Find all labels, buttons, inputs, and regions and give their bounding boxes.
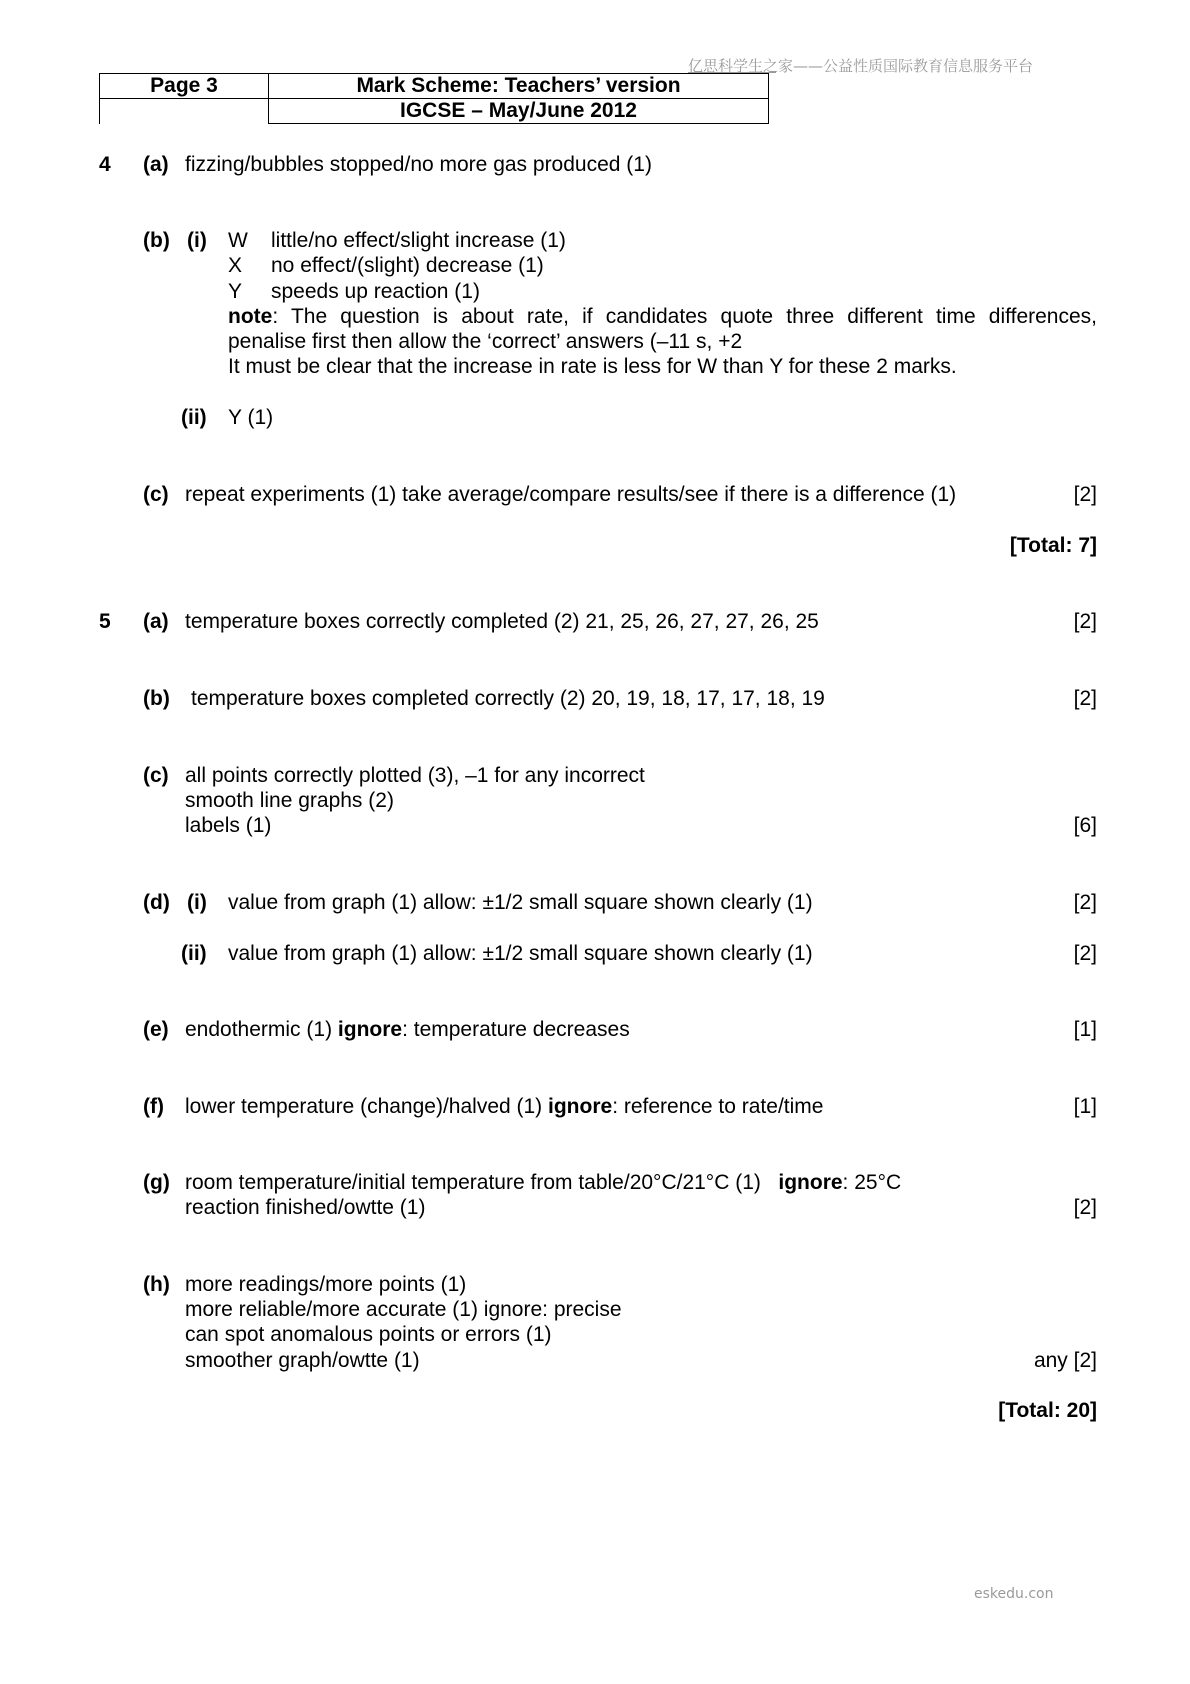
row-text: little/no effect/slight increase (1): [271, 229, 566, 252]
part-label: (b): [143, 229, 170, 252]
header-subtitle: IGCSE – May/June 2012: [269, 99, 769, 124]
part-label: (g): [143, 1171, 170, 1194]
answer-text: repeat experiments (1) take average/compare results/see if there is a difference (1): [185, 483, 957, 506]
ignore-keyword: ignore: [548, 1095, 613, 1118]
answer-text: temperature boxes completed correctly (2) 20, 19, 18, 17, 17, 18, 19: [191, 687, 825, 710]
mark: [1]: [1073, 1018, 1097, 1041]
mark: any [2]: [1033, 1349, 1097, 1372]
header-table: [99, 73, 769, 124]
answer-text-post: : temperature decreases: [402, 1018, 630, 1041]
mark: [2]: [1073, 891, 1097, 914]
answer-text: value from graph (1) allow: ±1/2 small square shown clearly (1): [228, 891, 813, 914]
answer-text: all points correctly plotted (3), –1 for any incorrect: [185, 764, 645, 787]
row-text: no effect/(slight) decrease (1): [271, 254, 544, 277]
total-mark: [Total: 7]: [1009, 534, 1097, 557]
note-line-1: [228, 304, 1097, 329]
note-label: note: [228, 305, 273, 328]
answer-text: fizzing/bubbles stopped/no more gas produced (1): [185, 153, 652, 176]
row-key: Y: [228, 280, 243, 303]
answer-text-post: : reference to rate/time: [612, 1095, 824, 1118]
row-key: W: [228, 229, 248, 252]
answer-text: smooth line graphs (2): [185, 789, 394, 812]
subpart-label: (i): [187, 891, 207, 914]
part-label: (a): [143, 153, 169, 176]
answer-text: [185, 1094, 823, 1119]
ignore-keyword: ignore: [337, 1018, 403, 1041]
part-label: (a): [143, 610, 169, 633]
part-label: (h): [143, 1273, 170, 1296]
answer-text: can spot anomalous points or errors (1): [185, 1323, 552, 1346]
mark: [1]: [1073, 1095, 1097, 1118]
note-text: : The question is about rate, if candidates quote three different time differences,: [272, 305, 1097, 328]
answer-text: value from graph (1) allow: ±1/2 small square shown clearly (1): [228, 942, 813, 965]
answer-text-pre: room temperature/initial temperature from table/20°C/21°C (1): [185, 1171, 779, 1194]
answer-text: [185, 1170, 901, 1195]
answer-text-pre: endothermic (1): [185, 1018, 338, 1041]
answer-text: temperature boxes correctly completed (2) 21, 25, 26, 27, 27, 26, 25: [185, 610, 819, 633]
answer-text: labels (1): [185, 814, 272, 837]
header-empty-cell: [100, 99, 269, 124]
row-key: X: [228, 254, 243, 277]
answer-text-post: : 25°C: [842, 1171, 902, 1194]
part-label: (c): [143, 483, 169, 506]
mark: [2]: [1073, 610, 1097, 633]
header-page: Page 3: [100, 74, 269, 99]
subpart-label: (ii): [181, 406, 207, 429]
subpart-label: (i): [187, 229, 207, 252]
ignore-keyword: ignore: [778, 1171, 843, 1194]
answer-text: smoother graph/owtte (1): [185, 1349, 420, 1372]
header-title: Mark Scheme: Teachers’ version: [269, 74, 769, 99]
answer-text: [185, 1017, 630, 1042]
part-label: (d): [143, 891, 170, 914]
mark: [2]: [1073, 687, 1097, 710]
part-label: (c): [143, 764, 169, 787]
subpart-label: (ii): [181, 942, 207, 965]
note-line-2: penalise first then allow the ‘correct’ answers (–11 s, +2: [228, 330, 743, 353]
watermark-bottom: eskedu.con: [974, 1586, 1054, 1602]
part-label: (f): [143, 1095, 164, 1118]
part-label: (b): [143, 687, 170, 710]
answer-text: reaction finished/owtte (1): [185, 1196, 426, 1219]
note-line-3: It must be clear that the increase in rate is less for W than Y for these 2 marks.: [228, 355, 957, 378]
total-mark: [Total: 20]: [998, 1399, 1097, 1422]
answer-text: more readings/more points (1): [185, 1273, 467, 1296]
question-number: 5: [99, 610, 111, 633]
answer-text-pre: lower temperature (change)/halved (1): [185, 1095, 549, 1118]
mark: [6]: [1073, 814, 1097, 837]
row-text: speeds up reaction (1): [271, 280, 480, 303]
mark: [2]: [1073, 1196, 1097, 1219]
watermark-top: 亿思科学生之家——公益性质国际教育信息服务平台: [688, 57, 1034, 75]
mark: [2]: [1073, 942, 1097, 965]
answer-text: Y (1): [228, 406, 274, 429]
question-number: 4: [99, 153, 111, 176]
answer-text: more reliable/more accurate (1) ignore: precise: [185, 1298, 622, 1321]
mark: [2]: [1073, 483, 1097, 506]
part-label: (e): [143, 1018, 169, 1041]
